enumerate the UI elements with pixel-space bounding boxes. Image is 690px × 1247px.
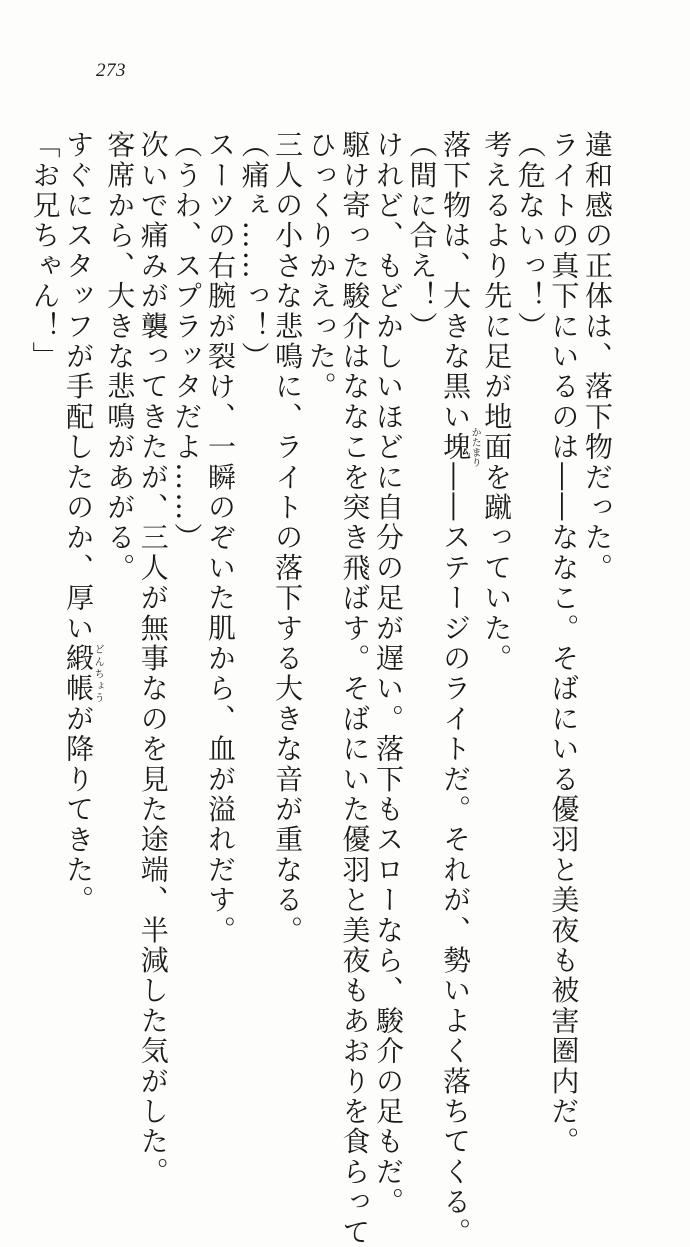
text-line: スーツの右腕が裂け、一瞬のぞいた肌から、血が溢れだす。 [203, 130, 237, 946]
text-line: （うわ、スプラッタだよ……） [170, 130, 204, 553]
ruby-katamari: 塊かたまり [439, 427, 481, 468]
text-line: 客席から、大きな悲鳴があがる。 [103, 130, 137, 583]
text-line: 違和感の正体は、落下物だった。 [581, 130, 614, 583]
text-line: 三人の小さな悲鳴に、ライトの落下する大きな音が重なる。 [271, 130, 305, 946]
text-line: けれど、もどかしいほどに自分の足が遅い。落下もスローなら、駿介の足もだ。 [371, 130, 405, 1218]
text-line: 駆け寄った駿介はななこを突き飛ばす。そばにいた優羽と美夜もあおりを食らって [338, 130, 372, 1247]
text-line: （間に合え！） [405, 130, 439, 342]
text-line: （危ないっ！） [513, 130, 547, 342]
text-line: ライトの真下にいるのは――ななこ。そばにいる優羽と美夜も被害圏内だ。 [547, 130, 581, 1157]
text-line: ひっくりかえった。 [304, 130, 338, 402]
text-line: 考えるより先に足が地面を蹴っていた。 [480, 130, 514, 674]
text-line: 次いで痛みが襲ってきたが、三人が無事なのを見た途端、半減した気がした。 [136, 130, 170, 1187]
page-number: 273 [96, 60, 126, 81]
text-line-with-ruby: すぐにスタッフが手配したのか、厚い緞帳どんちょうが降りてきた。 [62, 130, 104, 916]
text-line-with-ruby: 落下物は、大きな黒い塊かたまり――ステージのライトだ。それが、勢いよく落ちてくる。 [439, 130, 481, 1247]
novel-text-block [28, 130, 614, 1247]
ruby-donchou: 緞帳どんちょう [62, 643, 104, 704]
text-line: 「お兄ちゃん！」 [28, 130, 62, 372]
text-line: （痛ぇ……っ！） [237, 130, 271, 372]
